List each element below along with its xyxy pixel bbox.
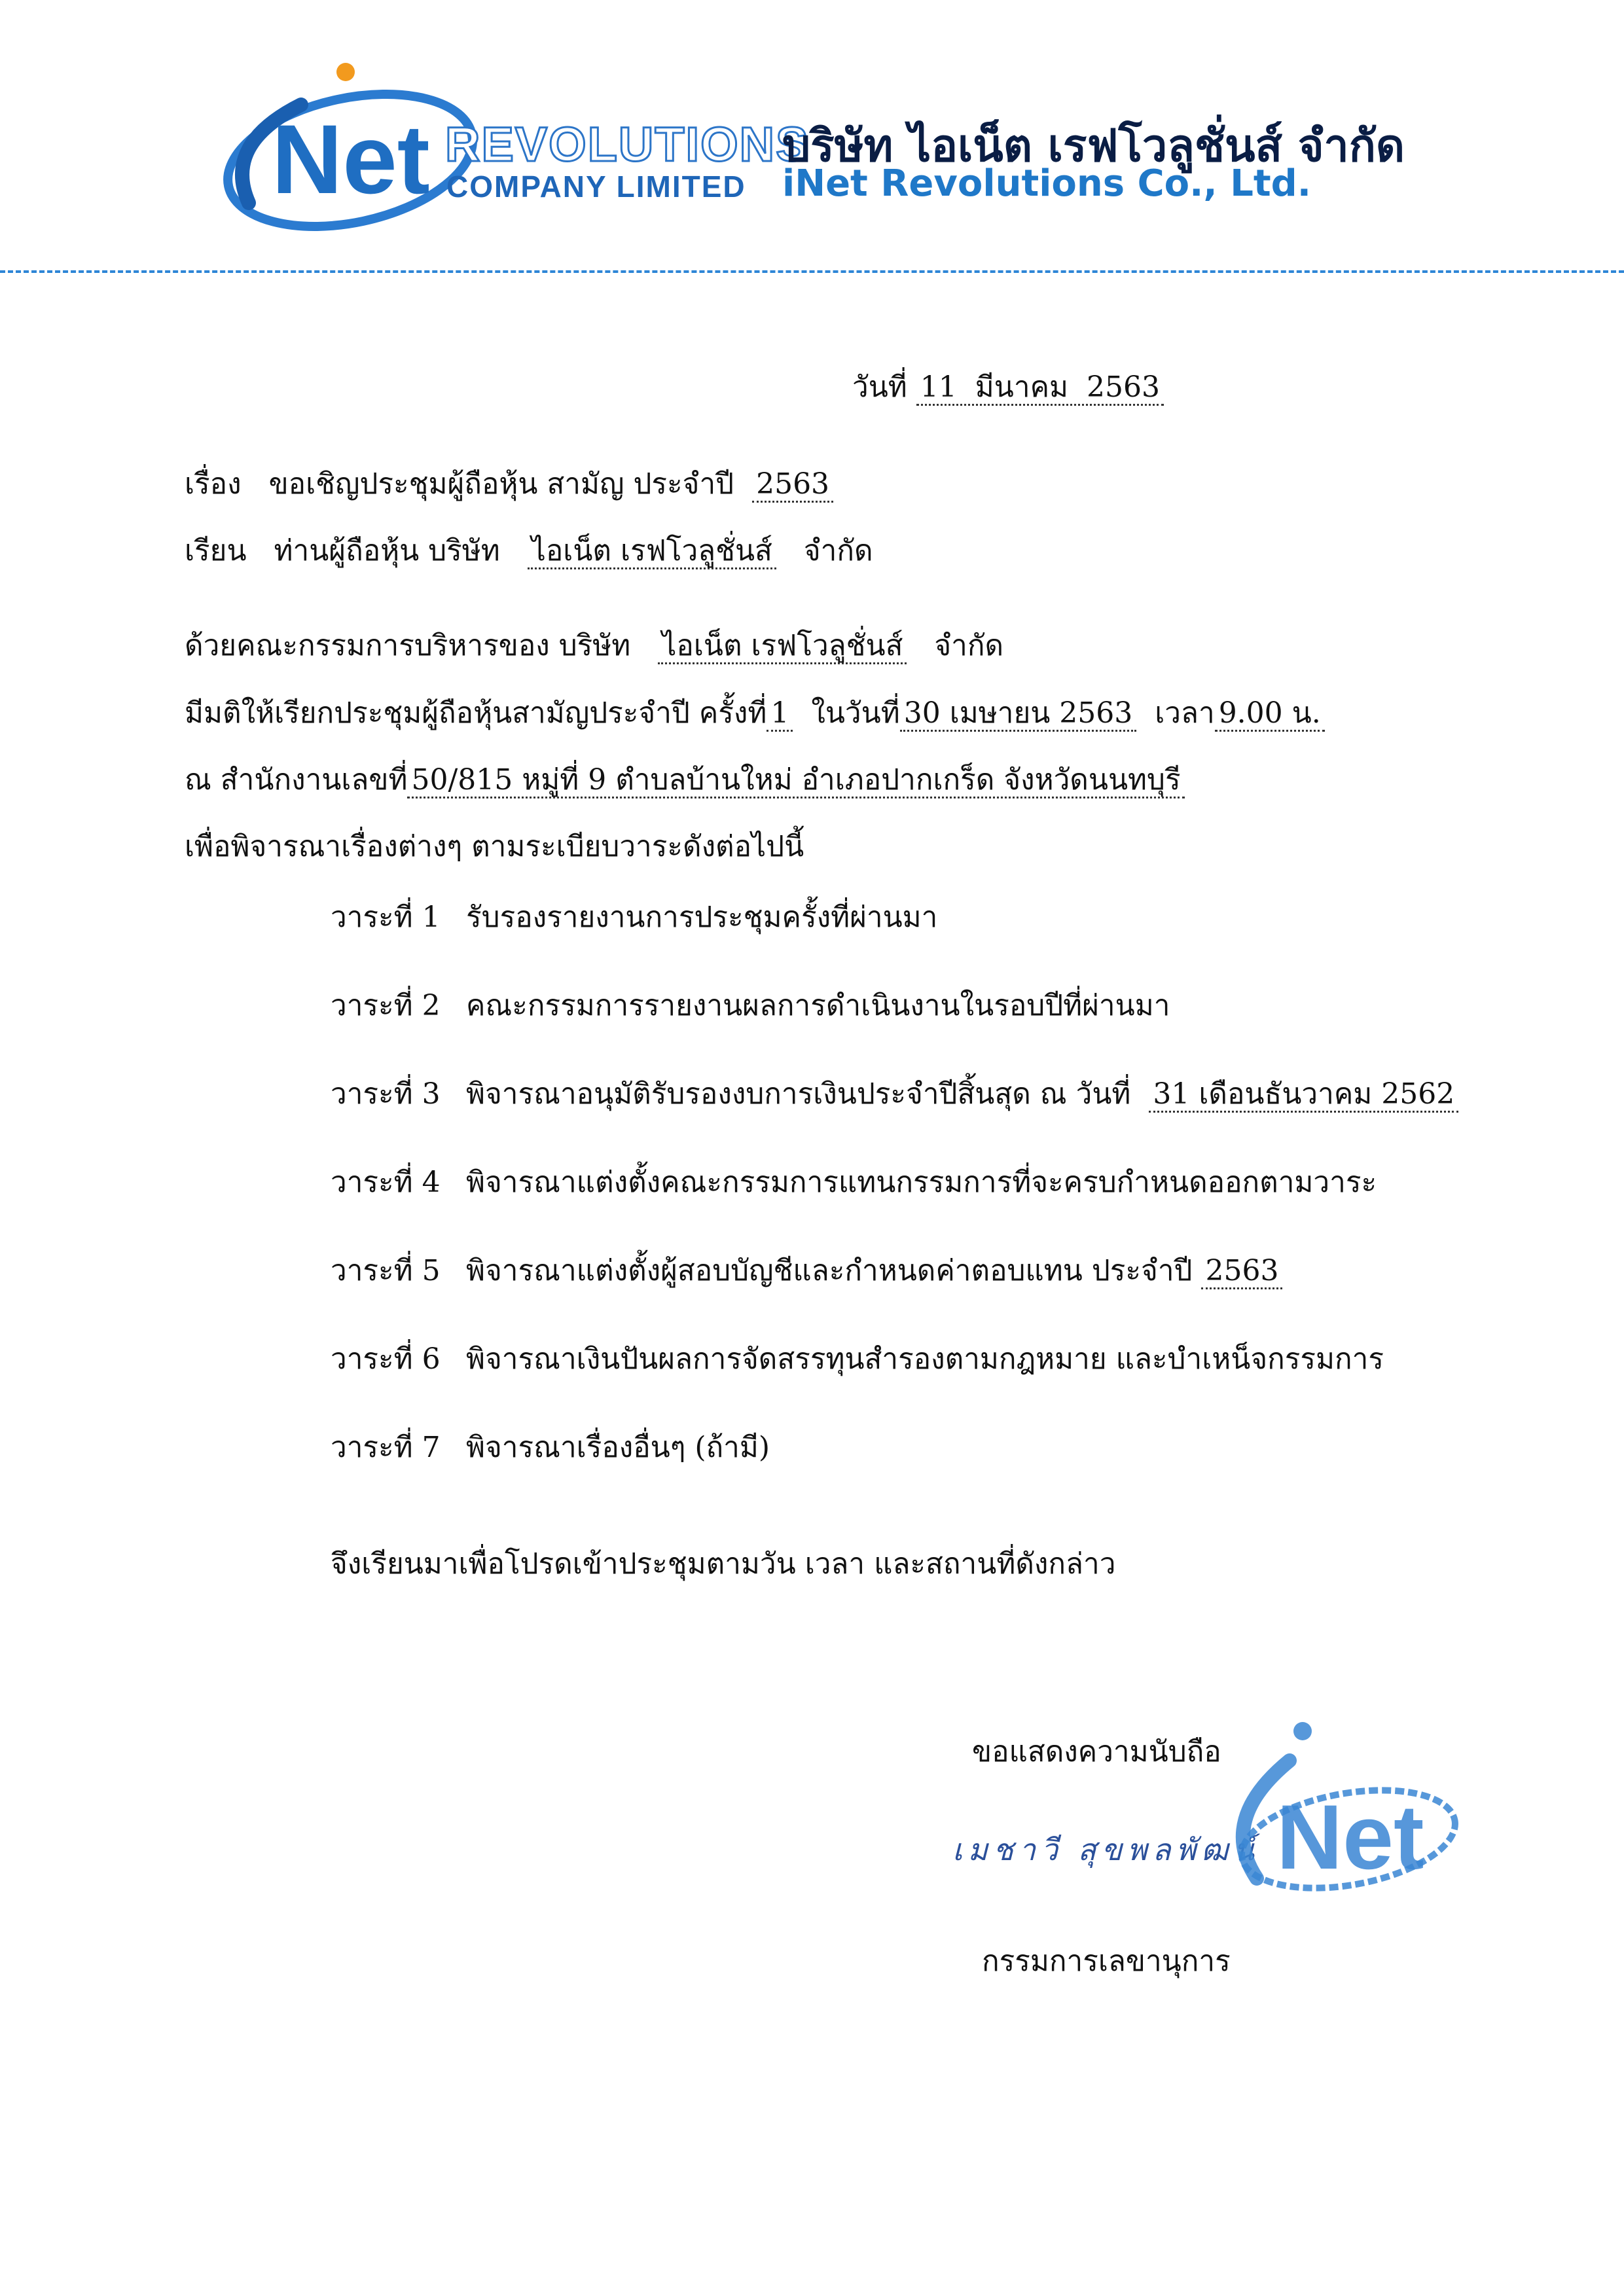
regards-text: ขอแสดงความนับถือ <box>972 1735 1221 1768</box>
fiscal-year-end: 31 เดือนธันวาคม 2562 <box>1149 1077 1458 1113</box>
company-name-thai: บริษัท ไอเน็ต เรฟโวลูชั่นส์ จำกัด <box>782 120 1405 172</box>
letter-date <box>852 370 1164 404</box>
signatory-position: กรรมการเลขานุการ <box>982 1945 1231 1978</box>
meeting-number: 1 <box>767 696 793 732</box>
date-value: 11 มีนาคม 2563 <box>916 370 1164 406</box>
body-line-4: เพื่อพิจารณาเรื่องต่างๆ ตามระเบียบวาระดังต่อไปนี้ <box>185 830 804 863</box>
subject-year: 2563 <box>752 467 833 503</box>
meeting-address: 50/815 หมู่ที่ 9 ตำบลบ้านใหม่ อำเภอปากเกร็ด จังหวัดนนทบุรี <box>407 763 1184 798</box>
revolutions-wordmark: REVOLUTIONS <box>445 117 810 171</box>
recipient-company: ไอเน็ต เรฟโวลูชั่นส์ <box>528 534 776 569</box>
svg-text:Net: Net <box>1276 1785 1424 1888</box>
recipient-label: เรียน <box>185 534 247 567</box>
svg-text:Net: Net <box>272 104 430 214</box>
recipient-text: ท่านผู้ถือหุ้น บริษัท <box>274 534 500 567</box>
company-name-english: iNet Revolutions Co., Ltd. <box>782 162 1312 205</box>
body-line-1: ด้วยคณะกรรมการบริหารของ บริษัท ไอเน็ต เรฟโวลูชั่นส์ จำกัด <box>185 632 1003 660</box>
meeting-time: 9.00 น. <box>1215 696 1325 732</box>
subject-label: เรื่อง <box>185 467 242 501</box>
subject-text: ขอเชิญประชุมผู้ถือหุ้น สามัญ ประจำปี <box>268 467 734 501</box>
body-line-3: ณ สำนักงานเลขที่ 50/815 หมู่ที่ 9 ตำบลบ้านใหม่ อำเภอปากเกร็ด จังหวัดนนทบุรี <box>185 766 1185 795</box>
handwritten-signature: เมชาวี สุขพลพัฒน์ <box>952 1832 1259 1867</box>
letterhead <box>0 0 1624 275</box>
body-company: ไอเน็ต เรฟโวลูชั่นส์ <box>658 629 907 664</box>
recipient-suffix: จำกัด <box>803 534 873 567</box>
inet-logo-icon <box>209 59 484 236</box>
date-label: วันที่ <box>852 370 907 404</box>
body-line-2: มีมติให้เรียกประชุมผู้ถือหุ้นสามัญประจำปี ครั้งที่ 1 ในวันที่ 30 เมษายน 2563 เวลา 9.00 น. <box>185 699 1325 728</box>
subject-line <box>185 467 833 501</box>
recipient-line <box>185 534 873 567</box>
header-divider <box>0 270 1624 273</box>
audit-year: 2563 <box>1201 1254 1282 1289</box>
company-stamp-icon <box>1218 1715 1460 1905</box>
company-limited-label: COMPANY LIMITED <box>446 170 746 204</box>
closing-text: จึงเรียนมาเพื่อโปรดเข้าประชุมตามวัน เวลา และสถานที่ดังกล่าว <box>331 1547 1116 1581</box>
meeting-date: 30 เมษายน 2563 <box>900 696 1137 732</box>
